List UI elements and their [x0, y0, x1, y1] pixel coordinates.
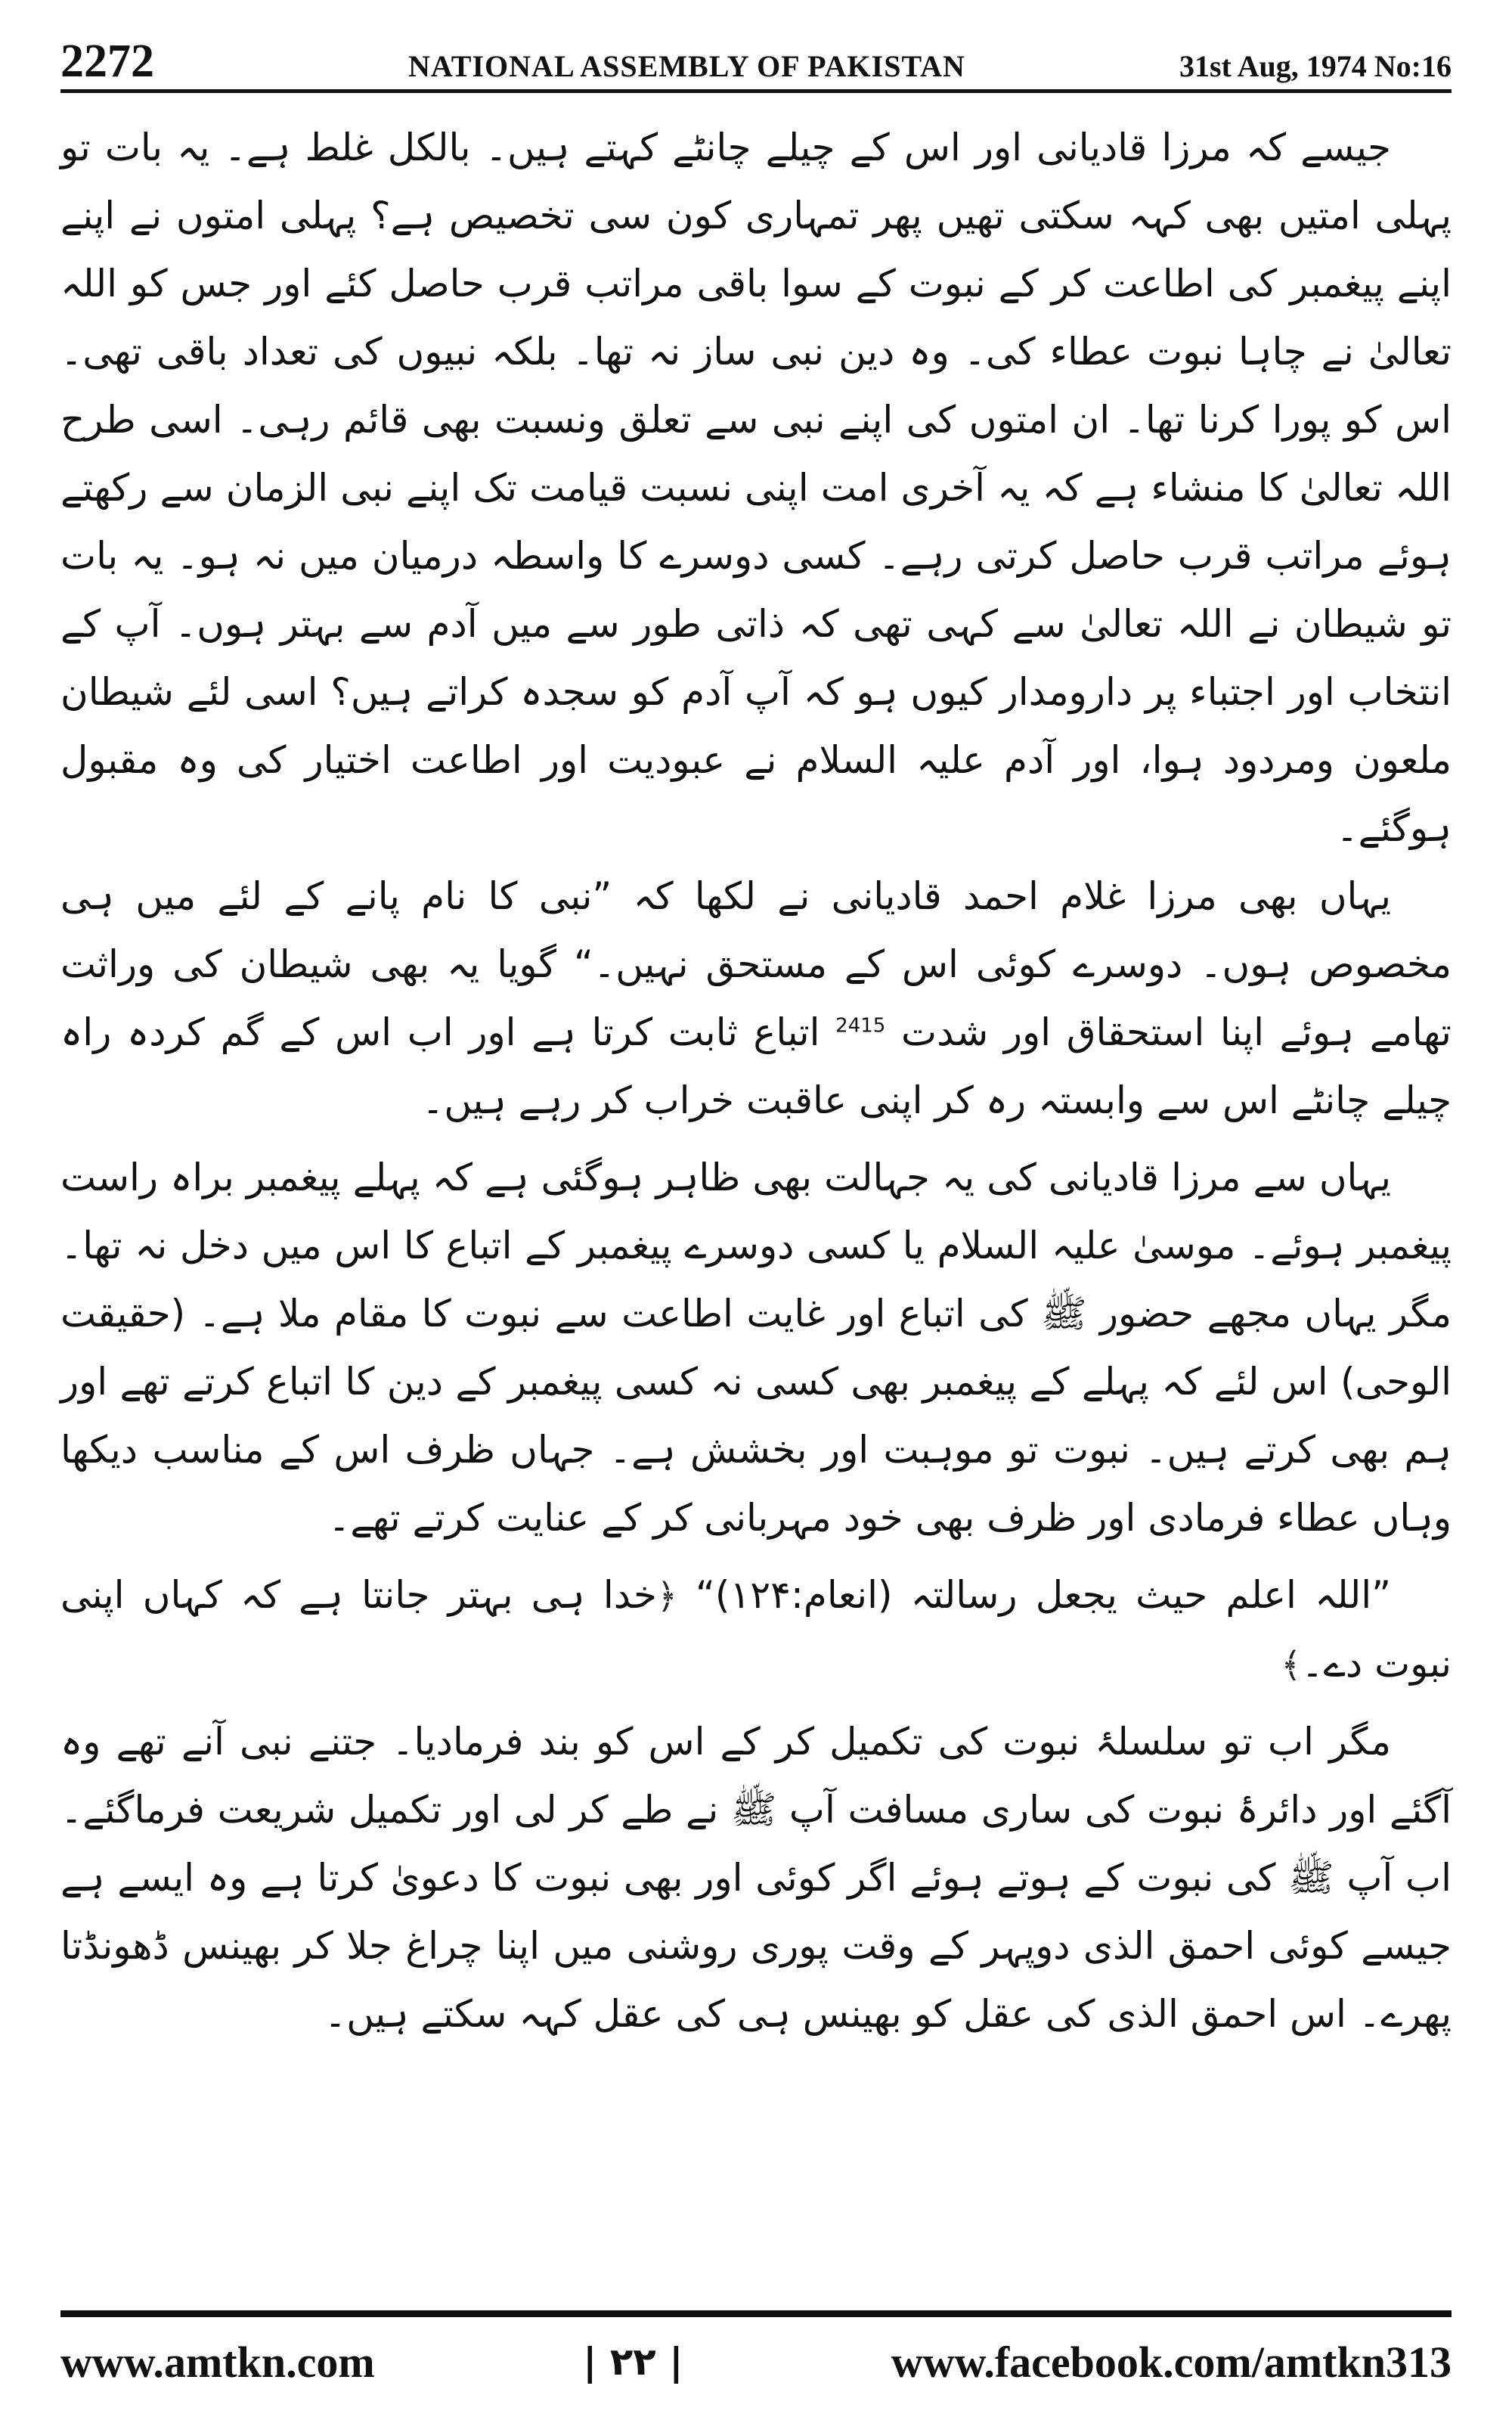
paragraph-2-cont: اتباع ثابت کرتا ہے اور اب اس کے گم کردہ راہ چیلے چانٹے اس سے وابستہ رہ کر اپنی عاقبت خراب کر رہے ہیں۔: [60, 1010, 1452, 1122]
ornament-close-icon: ﴾: [1281, 1644, 1302, 1685]
footnote-ref: 2415: [835, 1014, 886, 1038]
session-date: 31st Aug, 1974 No:16: [1179, 49, 1452, 83]
paragraph-2-text: یہاں بھی مرزا غلام احمد قادیانی نے لکھا کہ ”نبی کا نام پانے کے لئے میں ہی مخصوص ہوں۔ دوسرے کوئی اس کے مستحق نہیں۔“ گویا یہ بھی شیطان کی وراثت تھامے ہوئے اپنا استحقاق اور شدت: [60, 874, 1452, 1054]
quote-paragraph: [60, 1561, 1452, 1699]
paragraph-2: [60, 862, 1452, 1134]
header-rule: [60, 89, 1452, 93]
page-body: [60, 113, 1452, 2291]
footer-rule: [60, 2310, 1452, 2317]
quote-translation: خدا ہی بہتر جانتا ہے کہ کہاں اپنی نبوت دے۔: [60, 1573, 1452, 1686]
footer-page-number: | ۲۲ |: [583, 2340, 683, 2384]
paragraph-3: یہاں سے مرزا قادیانی کی یہ جہالت بھی ظاہر ہوگئی ہے کہ پہلے پیغمبر براہ راست پیغمبر ہوئے۔ موسیٰ علیہ السلام یا کسی دوسرے پیغمبر کے اتباع کا اس میں دخل نہ تھا۔ مگر یہاں مجھے حضور ﷺ کی اتباع اور غایت اطاعت سے نبوت کا مقام ملا ہے۔ (حقیقت الوحی) اس لئے کہ پہلے کے پیغمبر بھی کسی نہ کسی پیغمبر کے دین کا اتباع کرتے تھے اور ہم بھی کرتے ہیں۔ نبوت تو موہبت اور بخشش ہے۔ جہاں ظرف اس کے مناسب دیکھا وہاں عطاء فرمادی اور ظرف بھی خود مہربانی کر کے عنایت کرتے تھے۔: [60, 1156, 1452, 1540]
running-title: NATIONAL ASSEMBLY OF PAKISTAN: [408, 49, 965, 83]
footer-website-link[interactable]: www.amtkn.com: [60, 2337, 375, 2387]
ornament-open-icon: ﴿: [656, 1575, 677, 1616]
paragraph-1: جیسے کہ مرزا قادیانی اور اس کے چیلے چانٹے کہتے ہیں۔ بالکل غلط ہے۔ یہ بات تو پہلی امتیں بھی کہہ سکتی تھیں پھر تمہاری کون سی تخصیص ہے؟ پہلی امتوں نے اپنے اپنے پیغمبر کی اطاعت کر کے نبوت کے سوا باقی مراتب قرب حاصل کئے اور جس کو اللہ تعالیٰ نے چاہا نبوت عطاء کی۔ وہ دین نبی ساز نہ تھا۔ بلکہ نبیوں کی تعداد باقی تھی۔ اس کو پورا کرنا تھا۔ ان امتوں کی اپنے نبی سے تعلق ونسبت بھی قائم رہی۔ اسی طرح اللہ تعالیٰ کا منشاء ہے کہ یہ آخری امت اپنی نسبت قیامت تک اپنے نبی الزمان سے رکھتے ہوئے مراتب قرب حاصل کرتی رہے۔ کسی دوسرے کا واسطہ درمیان میں نہ ہو۔ یہ بات تو شیطان نے اللہ تعالیٰ سے کہی تھی کہ ذاتی طور سے میں آدم سے بہتر ہوں۔ آپ کے انتخاب اور اجتباء پر دارومدار کیوں ہو کہ آپ آدم کو سجدہ کراتے ہیں؟ اسی لئے شیطان ملعون ومردود ہوا، اور آدم علیہ السلام نے عبودیت اور اطاعت اختیار کی وہ مقبول ہوگئے۔: [60, 126, 1452, 850]
page-number: 2272: [60, 36, 154, 87]
page-footer: [60, 2328, 1452, 2396]
paragraph-5: مگر اب تو سلسلۂ نبوت کی تکمیل کر کے اس کو بند فرمادیا۔ جتنے نبی آنے تھے وہ آگئے اور دائرۂ نبوت کی ساری مسافت آپ ﷺ نے طے کر لی اور تکمیل شریعت فرماگئے۔ اب آپ ﷺ کی نبوت کے ہوتے ہوئے اگر کوئی اور بھی نبوت کا دعویٰ کرتا ہے وہ ایسے ہے جیسے کوئی احمق الذی دوپہر کے وقت پوری روشنی میں اپنا چراغ جلا کر بھینس ڈھونڈتا پھرے۔ اس احمق الذی کی عقل کو بھینس ہی کی عقل کہہ سکتے ہیں۔: [60, 1720, 1452, 2036]
footer-facebook-link[interactable]: www.facebook.com/amtkn313: [891, 2337, 1452, 2387]
quote-arabic: ”اللہ اعلم حیث یجعل رسالتہ (انعام:۱۲۴)“: [696, 1573, 1391, 1617]
